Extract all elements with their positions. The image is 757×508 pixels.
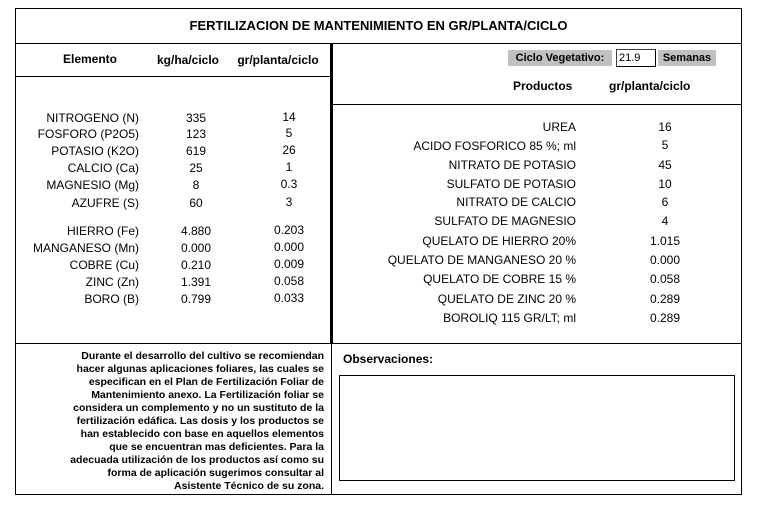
product-value: 0.289 — [649, 292, 681, 306]
note-line: adecuada utilización de los productos así como su — [70, 454, 324, 466]
observaciones-label: Observaciones: — [343, 352, 434, 366]
element-name: MANGANESO (Mn) — [32, 241, 139, 255]
product-name: SULFATO DE POTASIO — [446, 177, 576, 191]
note-line: que se encuentran mas deficientes. Para la — [109, 441, 324, 453]
header-productos: Productos — [513, 79, 573, 93]
divider-left-header — [15, 76, 331, 77]
element-kg-ha: 123 — [185, 127, 207, 141]
recommendation-note — [22, 350, 324, 493]
element-name: MAGNESIO (Mg) — [46, 178, 139, 192]
product-name: UREA — [542, 120, 576, 134]
element-gr-planta: 5 — [285, 126, 293, 140]
product-value: 6 — [661, 195, 669, 209]
note-line: hacer algunas aplicaciones foliares, las cuales se — [76, 363, 324, 375]
element-gr-planta: 1 — [285, 160, 293, 174]
element-gr-planta: 0.058 — [273, 274, 305, 288]
note-line: Asistente Técnico de su zona. — [174, 480, 324, 492]
element-kg-ha: 25 — [189, 161, 203, 175]
product-name: ACIDO FOSFORICO 85 %; ml — [413, 139, 576, 153]
element-kg-ha: 60 — [189, 196, 203, 210]
note-line: han establecido con base en aquellos elementos — [80, 428, 324, 440]
product-name: QUELATO DE HIERRO 20% — [422, 234, 576, 248]
product-name: QUELATO DE COBRE 15 % — [423, 272, 576, 286]
element-kg-ha: 8 — [192, 178, 200, 192]
product-value: 4 — [661, 214, 669, 228]
note-line: forma de aplicación sugerimos consultar al — [107, 467, 324, 479]
note-line: Mantenimiento anexo. La Fertilización foliar se — [91, 389, 324, 401]
element-name: FOSFORO (P2O5) — [37, 127, 139, 141]
element-name: HIERRO (Fe) — [67, 224, 139, 238]
product-value: 45 — [658, 158, 672, 172]
element-kg-ha: 0.210 — [180, 258, 212, 272]
product-name: BOROLIQ 115 GR/LT; ml — [443, 311, 576, 325]
product-name: NITRATO DE POTASIO — [448, 158, 576, 172]
element-kg-ha: 0.000 — [180, 241, 212, 255]
element-gr-planta: 0.009 — [273, 257, 305, 271]
divider-right-header — [333, 104, 741, 105]
element-kg-ha: 4.880 — [180, 224, 212, 238]
product-name: NITRATO DE CALCIO — [456, 195, 576, 209]
element-name: ZINC (Zn) — [85, 275, 139, 289]
element-gr-planta: 14 — [282, 110, 296, 124]
product-value: 10 — [658, 177, 672, 191]
product-value: 0.058 — [649, 272, 681, 286]
ciclo-vegetativo-input[interactable] — [616, 49, 656, 67]
divider-bottom-section — [15, 343, 742, 344]
element-kg-ha: 335 — [185, 111, 207, 125]
element-name: CALCIO (Ca) — [67, 161, 139, 175]
element-kg-ha: 1.391 — [180, 275, 212, 289]
divider-bottom-vertical — [331, 343, 332, 495]
note-line: fertilización edáfica. Las dosis y los productos se — [76, 415, 324, 427]
note-line: considera un complemento y no un sustituto de la — [73, 402, 324, 414]
element-kg-ha: 619 — [185, 144, 207, 158]
element-kg-ha: 0.799 — [180, 292, 212, 306]
note-line: Durante el desarrollo del cultivo se recomiendan — [81, 350, 324, 362]
element-name: COBRE (Cu) — [69, 258, 139, 272]
product-name: QUELATO DE MANGANESO 20 % — [387, 253, 576, 267]
product-value: 16 — [658, 120, 672, 134]
observaciones-textarea[interactable] — [339, 375, 735, 481]
element-gr-planta: 26 — [282, 143, 296, 157]
product-value: 0.289 — [649, 311, 681, 325]
header-gr-planta: gr/planta/ciclo — [237, 53, 319, 67]
product-value: 0.000 — [649, 253, 681, 267]
header-products-gr-planta: gr/planta/ciclo — [609, 79, 691, 93]
product-value: 1.015 — [649, 234, 681, 248]
element-gr-planta: 0.000 — [273, 240, 305, 254]
element-gr-planta: 0.033 — [273, 291, 305, 305]
product-name: QUELATO DE ZINC 20 % — [437, 292, 576, 306]
element-gr-planta: 0.203 — [273, 223, 305, 237]
element-gr-planta: 3 — [285, 195, 293, 209]
ciclo-vegetativo-label: Ciclo Vegetativo: — [508, 50, 612, 66]
element-name: NITROGENO (N) — [46, 111, 139, 125]
divider-vertical — [330, 44, 333, 343]
note-line: especifican en el Plan de Fertilización Foliar de — [88, 376, 324, 388]
element-name: AZUFRE (S) — [71, 196, 139, 210]
product-value: 5 — [661, 138, 669, 152]
header-kg-ha: kg/ha/ciclo — [156, 53, 220, 67]
product-name: SULFATO DE MAGNESIO — [434, 214, 576, 228]
header-elemento: Elemento — [62, 52, 117, 66]
element-name: POTASIO (K2O) — [51, 144, 139, 158]
report-title: FERTILIZACION DE MANTENIMIENTO EN GR/PLANTA/CICLO — [15, 8, 742, 44]
element-gr-planta: 0.3 — [280, 177, 298, 191]
element-name: BORO (B) — [84, 292, 139, 306]
semanas-label: Semanas — [658, 50, 716, 66]
